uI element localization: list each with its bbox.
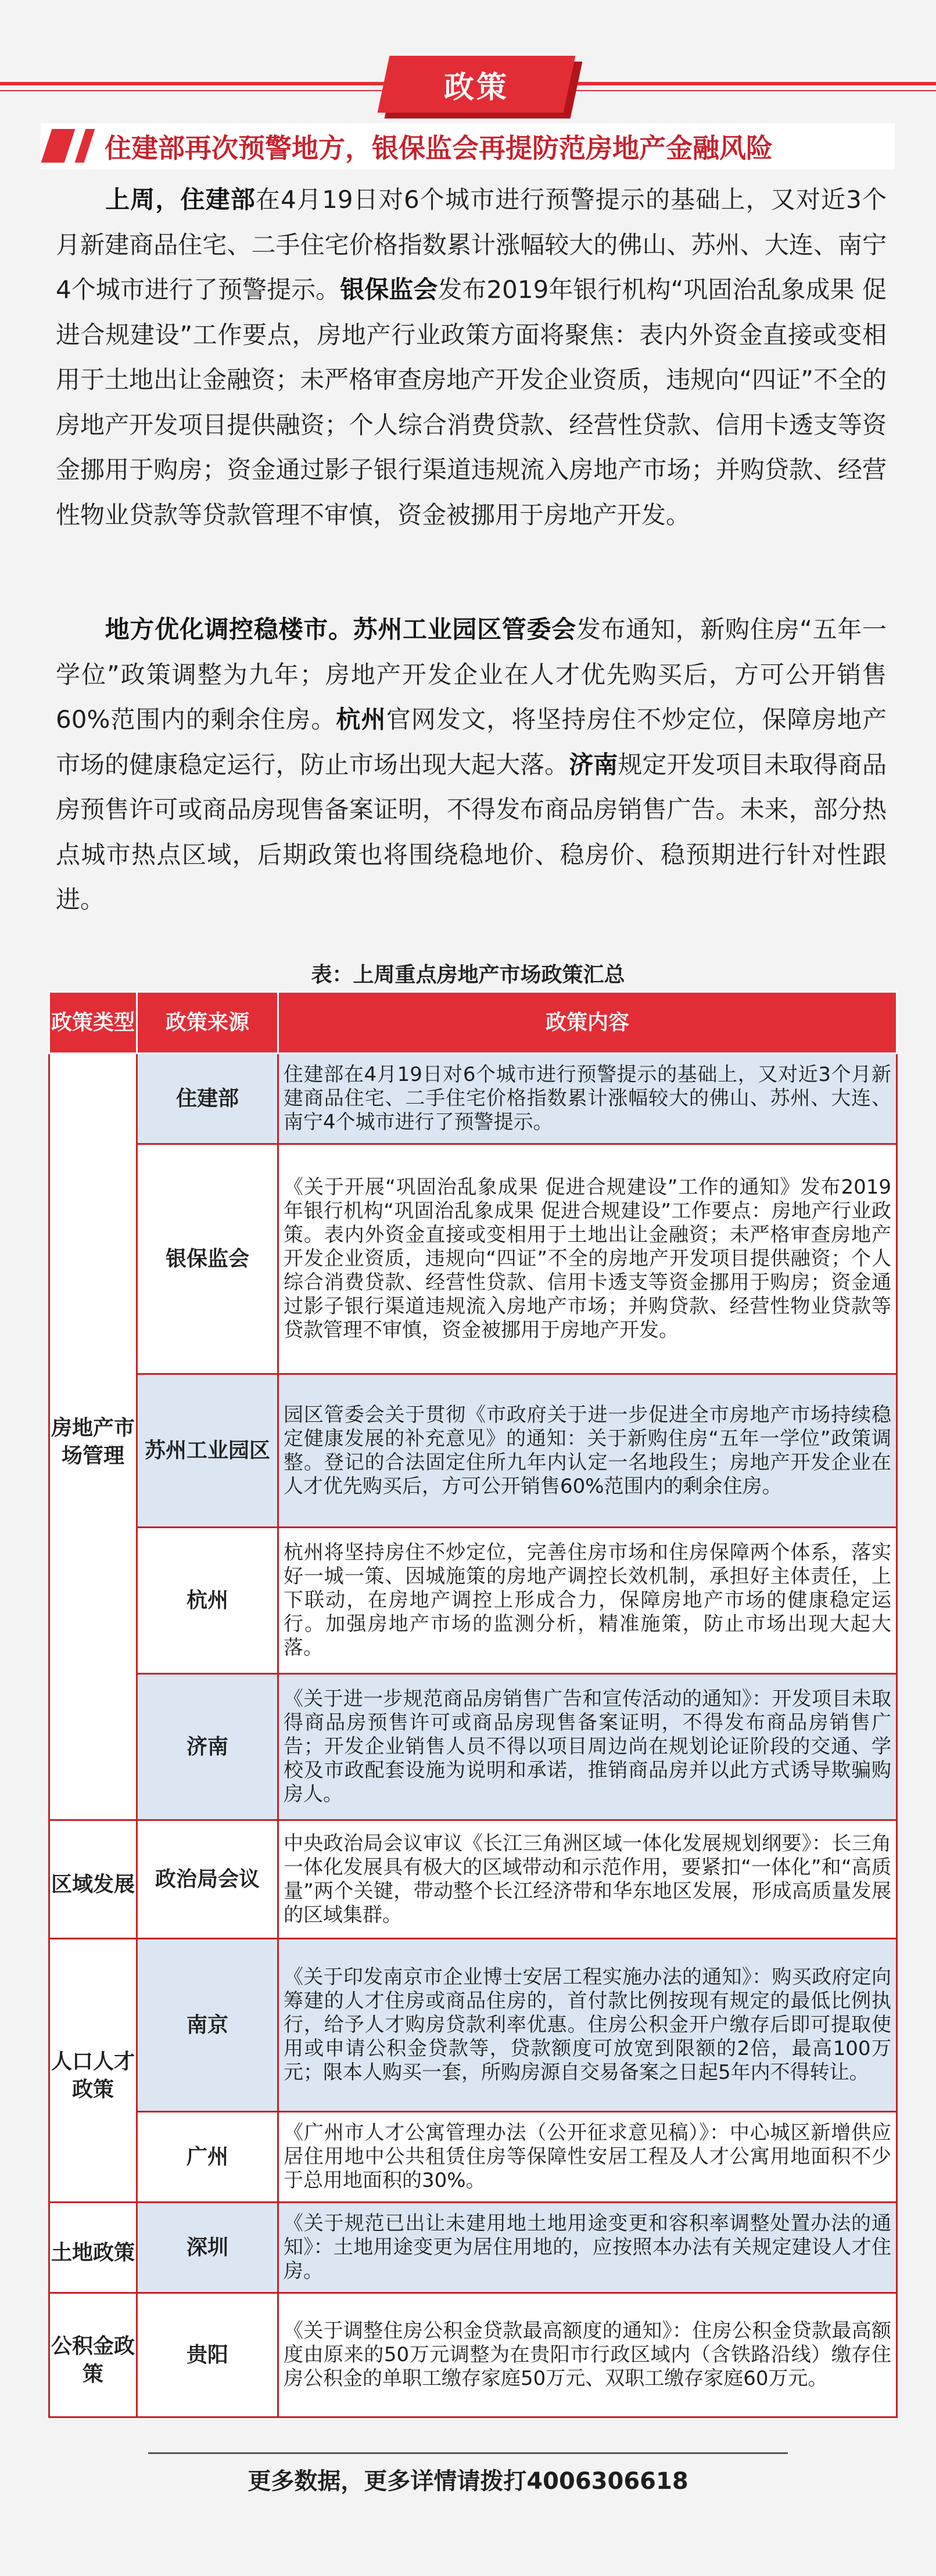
content-cell: 住建部在4月19日对6个城市进行预警提示的基础上，又对近3个月新建商品住宅、二手住宅价格指数累计涨幅较大的佛山、苏州、大连、南宁4个城市进行了预警提示。 xyxy=(278,1054,897,1144)
table-row xyxy=(49,1144,897,1374)
content-cell: 《关于印发南京市企业博士安居工程实施办法的通知》：购买政府定向筹建的人才住房或商品住房的，首付款比例按现有规定的最低比例执行，给予人才购房贷款利率优惠。住房公积金开户缴存后即可提取使用或申请公积金贷款等，贷款额度可放宽到限额的2倍，最高100万元；限本人购买一套，所购房源自交易备案之日起5年内不得转让。 xyxy=(278,1939,897,2112)
paragraph-2 xyxy=(56,607,887,922)
table-title: 表：上周重点房地产市场政策汇总 xyxy=(311,963,625,987)
table-row xyxy=(49,1054,897,1144)
table-row xyxy=(49,2112,897,2203)
paragraph-1 xyxy=(56,177,887,537)
source-cell: 广州 xyxy=(137,2112,278,2203)
para2-text-2: 官网发文，将坚持房住不炒定位，保障房地产市场的健康稳定运行，防止市场出现大起大落。 xyxy=(56,705,887,779)
para1-text-2: 发布2019年银行机构“巩固治乱象成果 促进合规建设”工作要点，房地产行业政策方面将聚焦：表内外资金直接或变相用于土地出让金融资；未严格审查房地产开发企业资质，违规向“四证”不全的房地产开发项目提供融资；个人综合消费贷款、经营性贷款、信用卡透支等资金挪用于购房；资金通过影子银行渠道违规流入房地产市场；并购贷款、经营性物业贷款等贷款管理不审慎，资金被挪用于房地产开发。 xyxy=(56,275,887,529)
para1-lead: 上周， xyxy=(105,185,181,214)
content-cell: 《关于进一步规范商品房销售广告和宣传活动的通知》：开发项目未取得商品房预售许可或商品房现售备案证明，不得发布商品房销售广告；开发企业销售人员不得以项目周边尚在规划论证阶段的交通、学校及市政配套设施为说明和承诺，推销商品房并以此方式诱导欺骗购房人。 xyxy=(278,1674,897,1820)
content-cell: 《关于规范已出让未建用地土地用途变更和容积率调整处置办法的通知》：土地用途变更为居住用地的，应按照本办法有关规定建设人才住房。 xyxy=(278,2203,897,2293)
table-header-row xyxy=(49,992,897,1054)
source-cell: 住建部 xyxy=(137,1054,278,1144)
header-type: 政策类型 xyxy=(49,992,137,1054)
source-cell: 南京 xyxy=(137,1939,278,2112)
source-cell: 杭州 xyxy=(137,1528,278,1674)
table-row xyxy=(49,1528,897,1674)
para1-entity-2: 银保监会 xyxy=(340,275,438,304)
content-cell: 《关于开展“巩固治乱象成果 促进合规建设”工作的通知》发布2019年银行机构“巩固治乱象成果 促进合规建设”工作要点：房地产行业政策。表内外资金直接或变相用于土地出让金融资；未严格审查房地产开发企业资质，违规向“四证”不全的房地产开发项目提供融资；个人综合消费贷款、经营性贷款、信用卡透支等资金挪用于购房；资金通过影子银行渠道违规流入房地产市场；并购贷款、经营性物业贷款等贷款管理不审慎，资金被挪用于房地产开发。 xyxy=(278,1144,897,1374)
source-cell: 政治局会议 xyxy=(137,1820,278,1939)
source-cell: 贵阳 xyxy=(137,2293,278,2417)
footer-contact: 更多数据，更多详情请拨打4006306618 xyxy=(248,2468,688,2495)
type-cell-fund: 公积金政策 xyxy=(49,2293,137,2417)
para2-text-1: 发布通知，新购住房“五年一学位”政策调整为九年；房地产开发企业在人才优先购买后，方可公开销售60%范围内的剩余住房。 xyxy=(56,615,887,734)
source-cell: 银保监会 xyxy=(137,1144,278,1374)
footer-divider xyxy=(148,2452,788,2454)
content-cell: 杭州将坚持房住不炒定位，完善住房市场和住房保障两个体系，落实好一城一策、因城施策的房地产调控长效机制，承担好主体责任，上下联动，在房地产调控上形成合力，保障房地产市场的健康稳定运行。加强房地产市场的监测分析，精准施策，防止市场出现大起大落。 xyxy=(278,1528,897,1674)
type-cell-talent: 人口人才政策 xyxy=(49,1939,137,2203)
source-cell: 济南 xyxy=(137,1674,278,1820)
para2-entity-2: 杭州 xyxy=(336,705,386,734)
type-cell-region: 区域发展 xyxy=(49,1820,137,1939)
content-cell: 中央政治局会议审议《长江三角洲区域一体化发展规划纲要》：长三角一体化发展具有极大的区域带动和示范作用，要紧扣“一体化”和“高质量”两个关键，带动整个长江经济带和华东地区发展，形成高质量发展的区域集群。 xyxy=(278,1820,897,1939)
table-row xyxy=(49,2293,897,2417)
para1-text-1: 在4月19日对6个城市进行预警提示的基础上，又对近3个月新建商品住宅、二手住宅价格指数累计涨幅较大的佛山、苏州、大连、南宁4个城市进行了预警提示。 xyxy=(56,185,887,304)
type-cell-market: 房地产市场管理 xyxy=(49,1054,137,1820)
header-content: 政策内容 xyxy=(278,992,897,1054)
table-row xyxy=(49,1939,897,2112)
para2-text-3: 规定开发项目未取得商品房预售许可或商品房现售备案证明，不得发布商品房销售广告。未来，部分热点城市热点区域，后期政策也将围绕稳地价、稳房价、稳预期进行针对性跟进。 xyxy=(56,750,887,914)
section-tag: 政策 xyxy=(443,70,509,105)
table-row xyxy=(49,2203,897,2293)
para2-entity-3: 济南 xyxy=(569,750,618,779)
table-row xyxy=(49,1674,897,1820)
para2-lead: 地方优化调控稳楼市。 xyxy=(105,615,353,644)
header-source: 政策来源 xyxy=(137,992,278,1054)
para1-entity-1: 住建部 xyxy=(180,185,256,214)
para2-entity-1: 苏州工业园区管委会 xyxy=(353,615,576,644)
policy-table xyxy=(48,991,898,2418)
source-cell: 苏州工业园区 xyxy=(137,1374,278,1528)
content-cell: 《关于调整住房公积金贷款最高额度的通知》：住房公积金贷款最高额度由原来的50万元调整为在贵阳市行政区域内（含铁路沿线）缴存住房公积金的单职工缴存家庭50万元、双职工缴存家庭60万元。 xyxy=(278,2293,897,2417)
headline: 住建部再次预警地方，银保监会再提防范房地产金融风险 xyxy=(105,132,773,164)
table-row xyxy=(49,1374,897,1528)
content-cell: 《广州市人才公寓管理办法（公开征求意见稿）》：中心城区新增供应居住用地中公共租赁住房等保障性安居工程及人才公寓用地面积不少于总用地面积的30%。 xyxy=(278,2112,897,2203)
source-cell: 深圳 xyxy=(137,2203,278,2293)
table-row xyxy=(49,1820,897,1939)
content-cell: 园区管委会关于贯彻《市政府关于进一步促进全市房地产市场持续稳定健康发展的补充意见》的通知：关于新购住房“五年一学位”政策调整。登记的合法固定住所九年内认定一名地段生；房地产开发企业在人才优先购买后，方可公开销售60%范围内的剩余住房。 xyxy=(278,1374,897,1528)
type-cell-land: 土地政策 xyxy=(49,2203,137,2293)
